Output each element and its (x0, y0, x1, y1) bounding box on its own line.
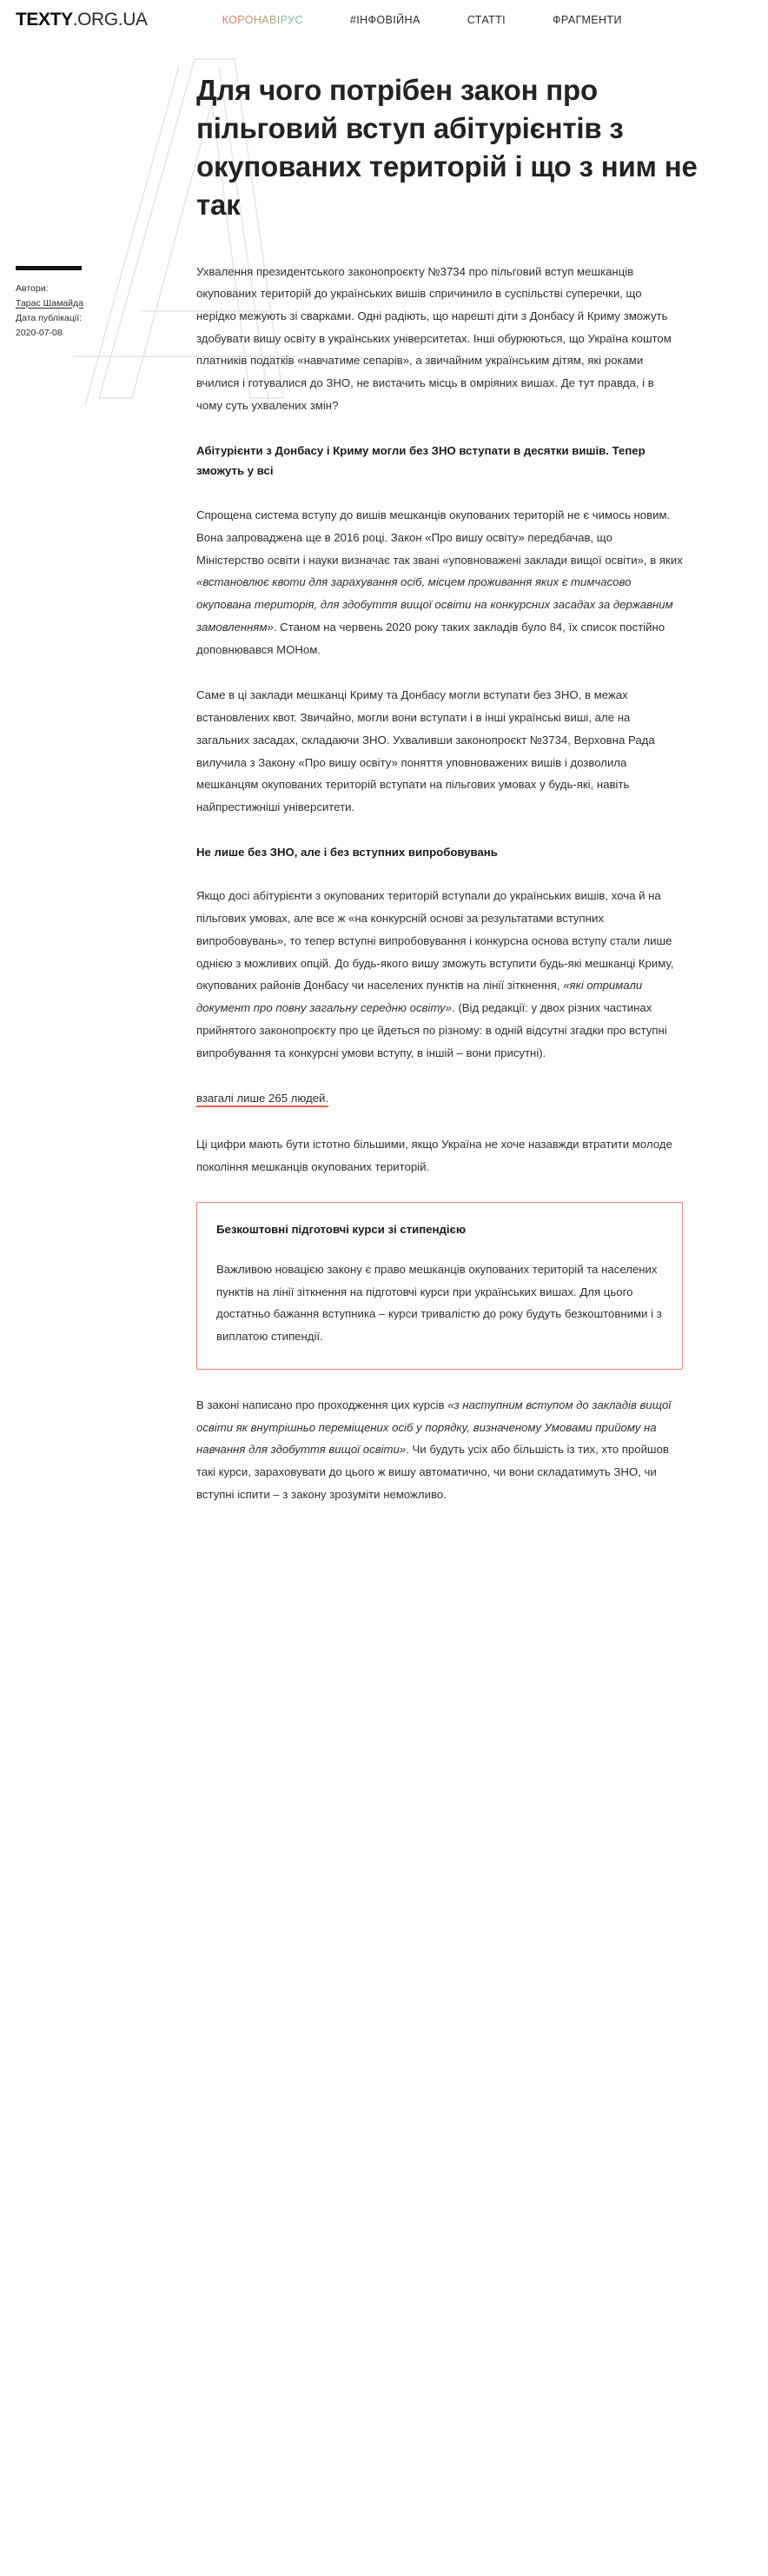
section-heading-1: Абітурієнти з Донбасу і Криму могли без ЗНО вступати в десятки вишів. Тепер зможуть у всі (196, 443, 646, 478)
article-meta (0, 261, 196, 341)
site-logo[interactable] (16, 10, 148, 30)
section-heading-2: Не лише без ЗНО, але і без вступних випробовувань (196, 845, 498, 859)
brand-secondary: .ORG.UA (72, 10, 148, 30)
nav-item-fragments[interactable]: ФРАГМЕНТИ (553, 14, 622, 26)
article-body (0, 224, 768, 1506)
s1p1-text-a: Спрощена система вступу до вишів мешканців окупованих територій не є чимось новим. Вона запроваджена ще в 2016 році. Закон «Про вишу освіту» передбачав, що Міністерство освіти і науки визначає так звані «уповноважені заклади вищої освіти», в яких (196, 508, 683, 567)
s1p1-quote: «встановлює квоти для зарахування осіб, місцем проживання яких є тимчасово окупована територія, для здобуття вищої освіти на конкурсних засадах за державним замовленням» (196, 575, 673, 634)
crimea-statistics-link[interactable]: взагалі лише 265 людей. (196, 1092, 328, 1107)
brand-primary: TEXTY (16, 10, 73, 30)
s2p1-quote: «які отримали документ про повну загальну середню освіту» (196, 979, 643, 1015)
author-link[interactable]: Тарас Шамайда (16, 297, 83, 309)
publication-date-value: 2020-07-08 (16, 327, 63, 338)
s2p1-text-a: Якщо досі абітурієнти з окупованих територій вступали до українських вишів, хоча й на пільгових умовах, але все ж «на конкурсній основі за результатами вступних випробовувань», то тепер вступні випробовування і конкурсна основа вступу стали лише однією з можливих опцій. До будь-якого вишу зможуть вступити будь-які мешканці Криму, окупованих районів Донбасу чи населених пунктів на лінії зіткнення, (196, 889, 674, 993)
author-link-row (16, 296, 196, 311)
section3-paragraph-1 (196, 1394, 683, 1506)
nav-item-infowar[interactable]: #ІНФОВІЙНА (349, 14, 420, 26)
s2p1-text-b: . (Від редакції: у двох різних частинах прийнятого законопроєкту про це йдеться по різному: в одній відсутні згадки про вступні випробування та конкурсні умови вступу, в іншій – вони присутні). (196, 1001, 667, 1059)
article-header (0, 40, 768, 224)
publication-date-label: Дата публікації: (16, 312, 83, 323)
nav-item-articles[interactable]: СТАТТІ (467, 14, 506, 26)
lead-paragraph: Ухвалення президентського законопроєкту №3734 про пільговий вступ мешканців окупованих територій до українських вишів спричинило в суспільстві суперечки, що нерідко межують зі сварками. Одні радіють, що нарешті діти з Донбасу й Криму зможуть здобувати вишу освіту в українських університетах. Інші обурюються, що Україна коштом платників податків «навчатиме сепарів», а звичайним українським дітям, які роками вчилися і готувалися до ЗНО, не вистачить місць в омріяних вишах. Де тут правда, і в чому суть ухвалених змін? (196, 264, 672, 412)
section2-paragraph-2 (196, 1087, 683, 1110)
s3p1-quote: «з наступним вступом до закладів вищої освіти як внутрішньо переміщених осіб у порядку, визначеному Умовами прийому на навчання для здобуття вищої освіти» (196, 1398, 672, 1457)
main-navigation (222, 14, 622, 26)
authors-label: Автори: (16, 282, 49, 294)
highlight-box (196, 1202, 683, 1370)
s1p1-text-b: . Станом на червень 2020 року таких закладів було 84, їх список постійно доповнювався МОНом. (196, 620, 665, 656)
highlight-box-paragraph: Важливою новацією закону є право мешканців окупованих територій та населених пунктів на лінії зіткнення на підготовчі курси при українських вишах. Для цього достатньо бажання вступника – курси тривалістю до року будуть безкоштовними і з виплатою стипендії. (216, 1263, 662, 1344)
page-title: Для чого потрібен закон про пільговий вступ абітурієнтів з окупованих територій і що з ним не так (196, 74, 698, 221)
nav-item-coronavirus[interactable]: КОРОНАВІРУС (222, 14, 303, 26)
s3p1-text-b: . Чи будуть усіх або більшість із тих, хто пройшов такі курси, зараховувати до цього ж вишу автоматично, чи вони складатимуть ЗНО, чи вступні іспити – з закону зрозуміти неможливо. (196, 1443, 669, 1501)
article-content (196, 261, 683, 1506)
highlight-box-heading: Безкоштовні підготовчі курси зі стипендією (216, 1222, 467, 1236)
site-header (0, 0, 768, 40)
section1-paragraph-2: Саме в ці заклади мешканці Криму та Донбасу могли вступати без ЗНО, в межах встановлених квот. Звичайно, могли вони вступати і в інші українські виші, але на загальних засадах, складаючи ЗНО. Ухваливши законопроєкт №3734, Верховна Рада вилучила з Закону «Про вишу освіту» поняття уповноважених вишів і дозволила мешканцям окупованих територій вступати на пільгових умовах у будь-які, навіть найпрестижніші університети. (196, 688, 655, 813)
section1-paragraph-1 (196, 504, 683, 661)
meta-divider (16, 266, 82, 270)
section2-paragraph-3: Ці цифри мають бути істотно більшими, якщо Україна не хоче назавжди втратити молоде покоління мешканців окупованих територій. (196, 1138, 672, 1173)
s3p1-text-a: В законі написано про проходження цих курсів (196, 1398, 448, 1411)
section2-paragraph-1 (196, 885, 683, 1064)
